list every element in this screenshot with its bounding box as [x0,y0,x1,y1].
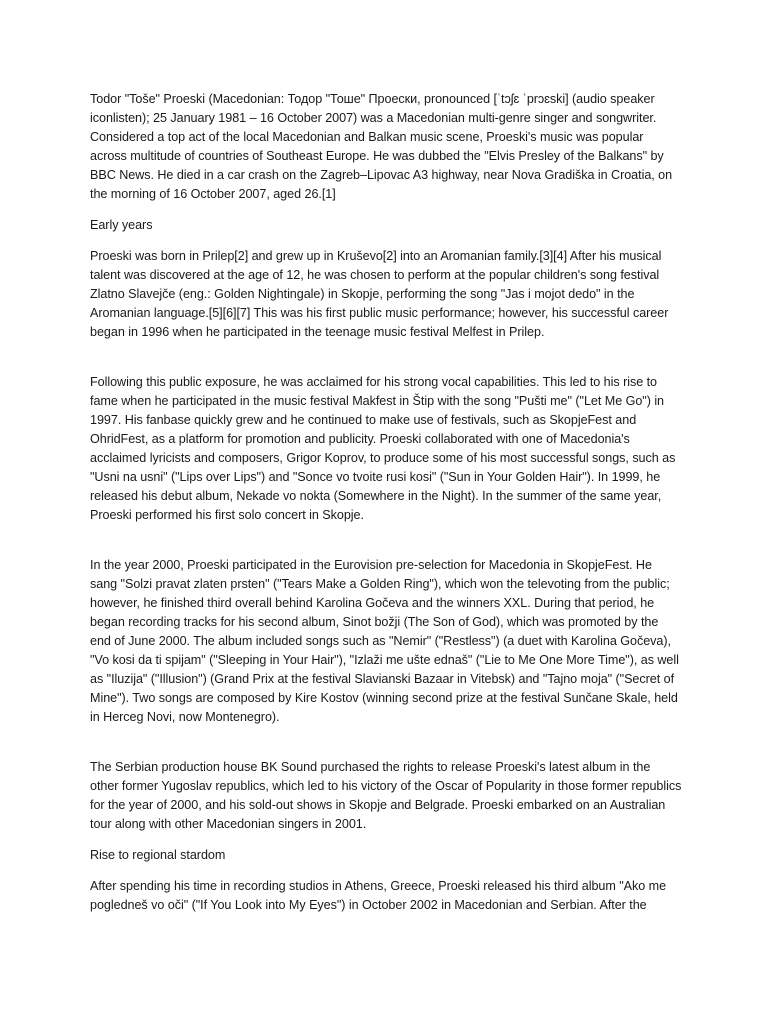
paragraph-year-2000: In the year 2000, Proeski participated in the Eurovision pre-selection for Macedonia in SkopjeFest. He sang "Solzi pravat zlaten prsten" ("Tears Make a Golden Ring"), which won the televoting from the public; however, he finished third overall behind Karolina Gočeva and the winners XXL. During that period, he began recording tracks for his second album, Sinot božji (The Son of God), which was promoted by the end of June 2000. The album included songs such as "Nemir" ("Restless") (a duet with Karolina Gočeva), "Vo kosi da ti spijam" ("Sleeping in Your Hair"), "Izlaži me ušte ednaš" ("Lie to Me One More Time"), as well as "Iluzija" ("Illusion") (Grand Prix at the festival Slavianski Bazaar in Vitebsk) and "Tajno moja" ("Secret of Mine"). Two songs are composed by Kire Kostov (winning second prize at the festival Sunčane Skale, held in Herceg Novi, now Montenegro). [90,558,679,724]
paragraph-early-years: Proeski was born in Prilep[2] and grew up in Kruševo[2] into an Aromanian family.[3][4] After his musical talent was discovered at the age of 12, he was chosen to perform at the popular children's song festival Zlatno Slavejče (eng.: Golden Nightingale) in Skopje, performing the song "Jas i mojot dedo" in the Aromanian language.[5][6][7] This was his first public music performance; however, his successful career began in 1996 when he participated in the teenage music festival Melfest in Prilep. [90,249,669,339]
document-page [90,90,682,927]
paragraph-public-exposure: Following this public exposure, he was acclaimed for his strong vocal capabilities. This led to his rise to fame when he participated in the music festival Makfest in Štip with the song "Pušti me" ("Let Me Go") in 1997. His fanbase quickly grew and he continued to make use of festivals, such as SkopjeFest and OhridFest, as a platform for promotion and publicity. Proeski collaborated with one of Macedonia's acclaimed lyricists and composers, Grigor Koprov, to produce some of his most successful songs, such as "Usni na usni" ("Lips over Lips") and "Sonce vo tvoite rusi kosi" ("Sun in Your Golden Hair"). In 1999, he released his debut album, Nekade vo nokta (Somewhere in the Night). In the summer of the same year, Proeski performed his first solo concert in Skopje. [90,375,676,522]
paragraph-bk-sound: The Serbian production house BK Sound purchased the rights to release Proeski's latest album in the other former Yugoslav republics, which led to his victory of the Oscar of Popularity in those former republics for the year of 2000, and his sold-out shows in Skopje and Belgrade. Proeski embarked on an Australian tour along with other Macedonian singers in 2001. [90,760,682,831]
paragraph-intro: Todor "Toše" Proeski (Macedonian: Тодор "Тоше" Проески, pronounced [ˈtɔʃɛ ˈprɔɛski] (audio speaker iconlisten); 25 January 1981 – 16 October 2007) was a Macedonian multi-genre singer and songwriter. Considered a top act of the local Macedonian and Balkan music scene, Proeski's music was popular across multitude of countries of Southeast Europe. He was dubbed the "Elvis Presley of the Balkans" by BBC News. He died in a car crash on the Zagreb–Lipovac A3 highway, near Nova Gradiška in Croatia, on the morning of 16 October 2007, aged 26.[1] [90,92,673,201]
heading-rise-to-regional-stardom: Rise to regional stardom [90,848,226,862]
heading-early-years: Early years [90,218,153,232]
paragraph-third-album: After spending his time in recording studios in Athens, Greece, Proeski released his third album "Ako me pogledneš vo oči" ("If You Look into My Eyes") in October 2002 in Macedonian and Serbian. After the [90,879,667,912]
